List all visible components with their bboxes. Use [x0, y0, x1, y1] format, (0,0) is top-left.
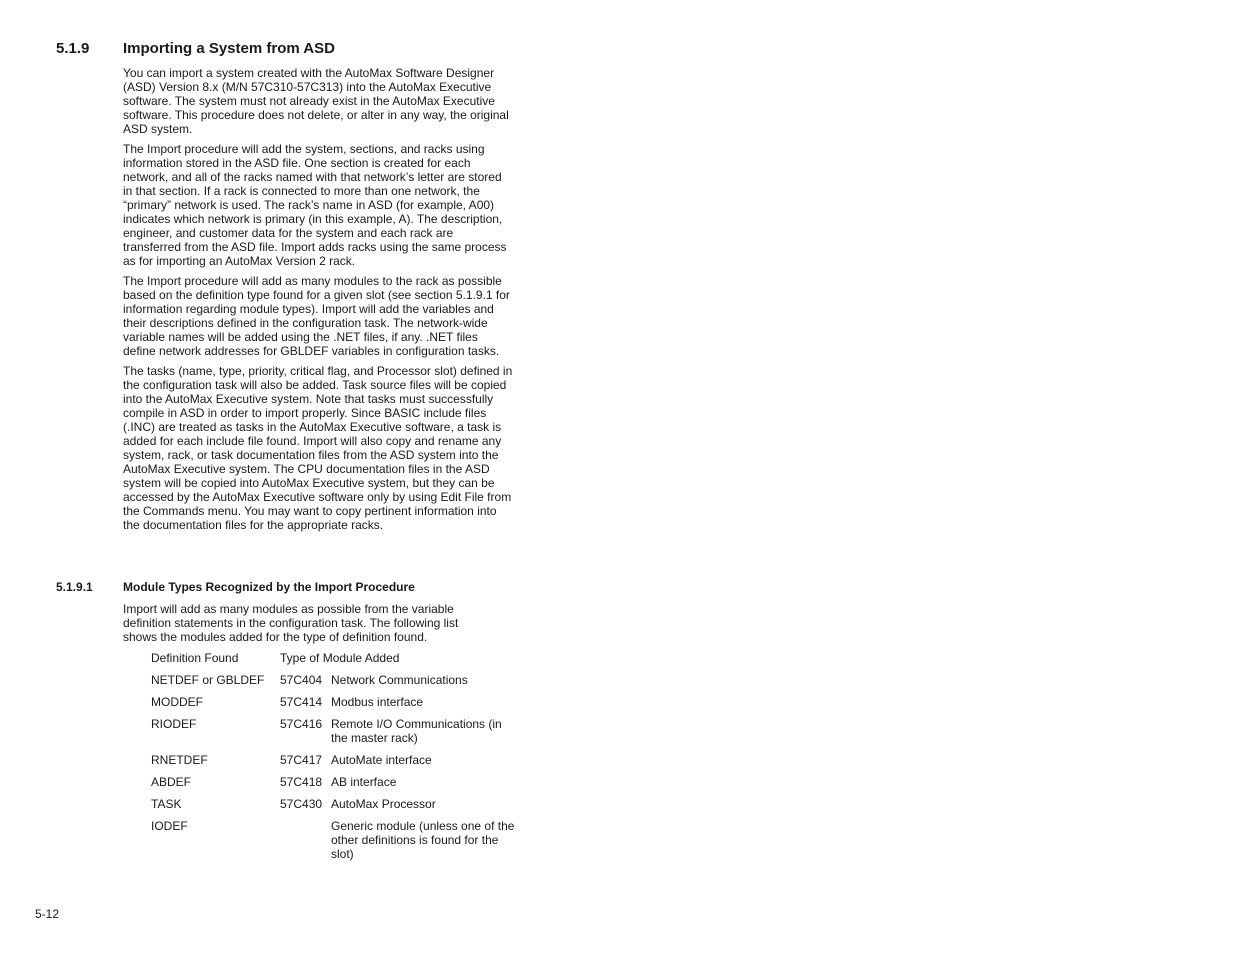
module-description-cell: AutoMax Processor — [331, 797, 436, 811]
module-code-cell: 57C404 — [280, 673, 323, 687]
paragraph: The Import procedure will add as many modules to the rack as possible based on the definition type found for a given slot (see section 5.1.9.1 for information regarding module types). Import will add the variables and their descriptions defined in the configuration task. The network-wide variable names will be added using the .NET files, if any. .NET files define network addresses for GBLDEF variables in configuration tasks. — [123, 274, 510, 358]
definition-cell: MODDEF — [151, 695, 203, 709]
module-code-cell: 57C414 — [280, 695, 323, 709]
section-number: 5.1.9 — [56, 40, 90, 57]
definition-cell: IODEF — [151, 819, 188, 833]
definition-table — [151, 651, 521, 869]
module-code-cell: 57C430 — [280, 797, 323, 811]
table-row — [151, 753, 521, 775]
header-module: Type of Module Added — [280, 651, 400, 665]
subsection-title: Module Types Recognized by the Import Procedure — [123, 580, 415, 594]
paragraph: Import will add as many modules as possible from the variable definition statements in the configuration task. The following list shows the modules added for the type of definition found. — [123, 602, 459, 644]
definition-cell: RIODEF — [151, 717, 197, 731]
module-description-cell: Network Communications — [331, 673, 468, 687]
paragraph: The tasks (name, type, priority, critical flag, and Processor slot) defined in the configuration task will also be added. Task source files will be copied into the AutoMax Executive system. Note that tasks must successfully compile in ASD in order to import properly. Since BASIC include files (.INC) are treated as tasks in the AutoMax Executive software, a task is added for each include file found. Import will also copy and rename any system, rack, or task documentation files from the ASD system into the AutoMax Executive system. The CPU documentation files in the ASD system will be copied into AutoMax Executive system, but they can be accessed by the AutoMax Executive software only by using Edit File from the Commands menu. You may want to copy pertinent information into the documentation files for the appropriate racks. — [123, 364, 513, 532]
module-code-cell — [280, 819, 331, 869]
definition-cell: NETDEF or GBLDEF — [151, 673, 265, 687]
table-row — [151, 775, 521, 797]
table-row — [151, 673, 521, 695]
module-code-cell: 57C418 — [280, 775, 323, 789]
definition-cell: ABDEF — [151, 775, 192, 789]
section-body — [123, 66, 513, 538]
paragraph: The Import procedure will add the system, sections, and racks using information stored in the ASD file. One section is created for each network, and all of the racks named with that network’s letter are stored in that section. If a rack is connected to more than one network, the “primary” network is used. The rack’s name in ASD (for example, A00) indicates which network is primary (in this example, A). The description, engineer, and customer data for the system and each rack are transferred from the ASD file. Import adds racks using the same process as for importing an AutoMax Version 2 rack. — [123, 142, 507, 268]
definition-cell: TASK — [151, 797, 182, 811]
page-number: 5-12 — [35, 907, 60, 921]
table-row — [151, 695, 521, 717]
definition-cell: RNETDEF — [151, 753, 208, 767]
table-row — [151, 797, 521, 819]
module-description-cell: AutoMate interface — [331, 753, 432, 767]
table-header-row — [151, 651, 521, 673]
module-description-cell: Generic module (unless one of the other definitions is found for the slot) — [331, 819, 515, 861]
module-description-cell: Remote I/O Communications (in the master rack) — [331, 717, 502, 745]
subsection-body — [123, 602, 493, 650]
module-description-cell: AB interface — [331, 775, 397, 789]
table-row — [151, 717, 521, 753]
section-title: Importing a System from ASD — [123, 40, 335, 57]
module-code-cell: 57C417 — [280, 753, 323, 767]
module-description-cell: Modbus interface — [331, 695, 424, 709]
subsection-number: 5.1.9.1 — [56, 580, 93, 594]
table-row — [151, 819, 521, 869]
module-code-cell: 57C416 — [280, 717, 323, 731]
paragraph: You can import a system created with the AutoMax Software Designer (ASD) Version 8.x (M/N 57C310-57C313) into the AutoMax Executive software. The system must not already exist in the AutoMax Executive software. This procedure does not delete, or alter in any way, the original ASD system. — [123, 66, 509, 136]
header-definition: Definition Found — [151, 651, 239, 665]
